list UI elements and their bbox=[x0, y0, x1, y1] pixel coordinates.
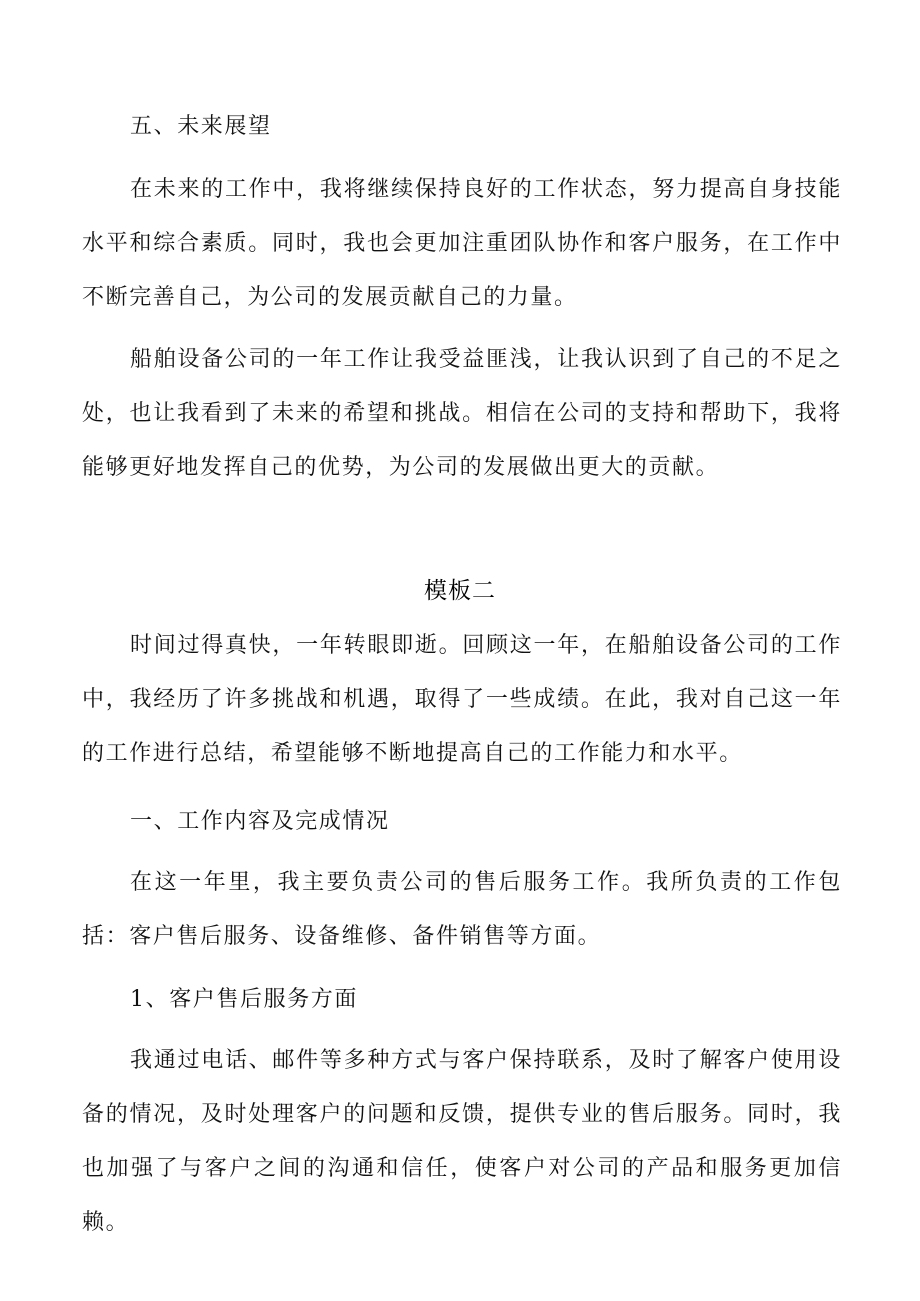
paragraph-year-reflection: 船舶设备公司的一年工作让我受益匪浅，让我认识到了自己的不足之处，也让我看到了未来的希望和挑战。相信在公司的支持和帮助下，我将能够更好地发挥自己的优势，为公司的发展做出更大的贡献。 bbox=[82, 347, 842, 480]
template-title: 模板二 bbox=[424, 578, 496, 604]
paragraph-future-work: 在未来的工作中，我将继续保持良好的工作状态，努力提高自身技能水平和综合素质。同时，我也会更加注重团队协作和客户服务，在工作中不断完善自己，为公司的发展贡献自己的力量。 bbox=[82, 177, 842, 310]
paragraph-work-responsibilities: 在这一年里，我主要负责公司的售后服务工作。我所负责的工作包括：客户售后服务、设备维修、备件销售等方面。 bbox=[82, 870, 842, 949]
subsection-heading-after-sales: 1、客户售后服务方面 bbox=[130, 987, 358, 1012]
section-heading-work-content: 一、工作内容及完成情况 bbox=[130, 809, 390, 834]
paragraph-after-sales-service: 我通过电话、邮件等多种方式与客户保持联系，及时了解客户使用设备的情况，及时处理客户的问题和反馈，提供专业的售后服务。同时，我也加强了与客户之间的沟通和信任，使客户对公司的产品和服务更加信赖。 bbox=[82, 1048, 842, 1235]
section-heading-future-outlook: 五、未来展望 bbox=[130, 114, 272, 139]
paragraph-intro: 时间过得真快，一年转眼即逝。回顾这一年，在船舶设备公司的工作中，我经历了许多挑战和机遇，取得了一些成绩。在此，我对自己这一年的工作进行总结，希望能够不断地提高自己的工作能力和水平。 bbox=[82, 633, 842, 766]
